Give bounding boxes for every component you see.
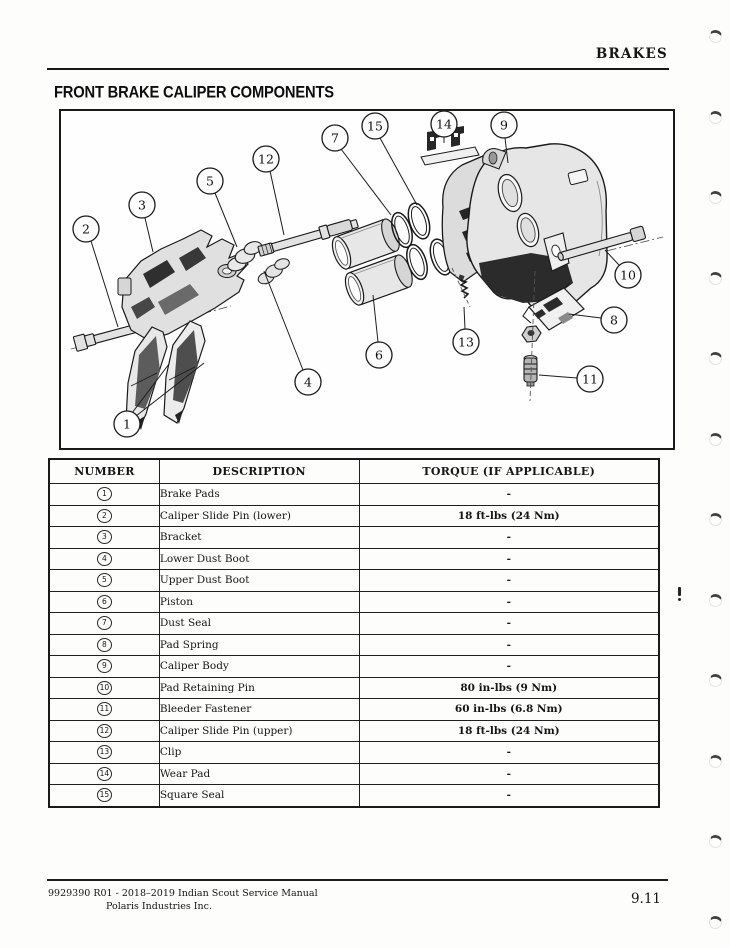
cell-torque: - [359,570,659,592]
callout-number-6: 6 [375,347,383,363]
binder-hole [708,351,723,366]
cell-description: Square Seal [159,785,359,807]
bracket-part [118,230,248,340]
callout-number-7: 7 [331,130,339,146]
cell-description: Bracket [159,527,359,549]
caliper-body-part [467,144,607,308]
table-row [49,763,659,785]
table-row [49,785,659,807]
circled-number: 2 [97,509,112,523]
circled-number: 9 [97,659,112,673]
cell-number [49,613,159,635]
cell-torque: - [359,484,659,506]
table-row [49,656,659,678]
callout-number-12: 12 [258,151,274,167]
binder-hole [708,190,723,205]
cell-torque: - [359,548,659,570]
callout-number-1: 1 [123,416,131,432]
table-row [49,505,659,527]
bleeder-part [522,326,541,386]
cell-torque: - [359,591,659,613]
page-number: 9.11 [630,891,661,907]
circled-number: 11 [97,702,112,716]
parts-table-header-row [49,459,659,484]
cell-number [49,505,159,527]
leader-line-13 [464,307,465,329]
cell-torque: - [359,763,659,785]
footer-doc-line: 9929390 R01 - 2018–2019 Indian Scout Service Manual [48,888,318,899]
circled-number: 15 [97,788,112,802]
cell-torque: - [359,634,659,656]
callout-number-11: 11 [582,371,598,387]
callout-number-13: 13 [458,334,474,350]
table-row [49,699,659,721]
leader-line-3 [145,218,153,252]
scan-artifact [678,598,681,601]
leader-line-7 [341,149,391,215]
table-row [49,548,659,570]
cell-description: Dust Seal [159,613,359,635]
page-title: FRONT BRAKE CALIPER COMPONENTS [54,84,334,102]
table-row [49,591,659,613]
cell-description: Pad Spring [159,634,359,656]
binder-hole [708,753,723,768]
brake-pads-part [126,321,205,430]
cell-description: Piston [159,591,359,613]
callout-number-10: 10 [620,267,636,283]
cell-number [49,570,159,592]
table-row [49,527,659,549]
callout-number-2: 2 [82,221,90,237]
cell-torque: - [359,613,659,635]
footer-company-line: Polaris Industries Inc. [106,901,212,912]
table-row [49,677,659,699]
binder-hole [708,431,723,446]
cell-torque: - [359,785,659,807]
chapter-header: BRAKES [595,46,668,62]
leader-line-8 [569,314,601,318]
parts-table-body [49,484,659,807]
cell-torque: - [359,742,659,764]
cell-number [49,527,159,549]
cell-torque: 60 in-lbs (6.8 Nm) [359,699,659,721]
callout-number-15: 15 [367,118,383,134]
leader-line-15 [380,138,417,205]
callout-number-14: 14 [436,116,452,132]
callout-number-3: 3 [138,197,146,213]
leader-line-4 [264,271,303,370]
circled-number: 14 [97,767,112,781]
cell-description: Caliper Slide Pin (upper) [159,720,359,742]
binder-hole [708,270,723,285]
cell-number [49,785,159,807]
circled-number: 7 [97,616,112,630]
cell-description: Upper Dust Boot [159,570,359,592]
leader-line-6 [373,295,378,342]
cell-description: Brake Pads [159,484,359,506]
parts-table [48,458,660,808]
cell-description: Caliper Slide Pin (lower) [159,505,359,527]
cell-description: Wear Pad [159,763,359,785]
cell-description: Bleeder Fastener [159,699,359,721]
cell-torque: 80 in-lbs (9 Nm) [359,677,659,699]
cell-torque: 18 ft-lbs (24 Nm) [359,505,659,527]
header-rule [47,68,669,70]
cell-torque: 18 ft-lbs (24 Nm) [359,720,659,742]
exploded-diagram-svg [61,111,673,448]
table-row [49,484,659,506]
cell-number [49,763,159,785]
binder-hole [708,673,723,688]
binder-hole [708,592,723,607]
cell-number [49,720,159,742]
circled-number: 13 [97,745,112,759]
circled-number: 8 [97,638,112,652]
callout-number-9: 9 [500,117,508,133]
exploded-diagram [59,109,675,450]
cell-description: Clip [159,742,359,764]
leader-line-12 [270,171,284,235]
cell-number [49,742,159,764]
leader-line-2 [91,241,118,327]
circled-number: 10 [97,681,112,695]
cell-description: Caliper Body [159,656,359,678]
binder-hole [708,834,723,849]
circled-number: 12 [97,724,112,738]
lower-dust-boot-part [257,257,291,286]
table-row [49,634,659,656]
circled-number: 5 [97,573,112,587]
leader-line-5 [215,193,237,247]
cell-number [49,591,159,613]
callout-number-4: 4 [304,374,312,390]
column-header: NUMBER [49,459,159,484]
binder-hole [708,109,723,124]
column-header: DESCRIPTION [159,459,359,484]
circled-number: 6 [97,595,112,609]
leader-line-11 [539,375,577,378]
circled-number: 3 [97,530,112,544]
column-header: TORQUE (IF APPLICABLE) [359,459,659,484]
cell-number [49,548,159,570]
table-row [49,720,659,742]
table-row [49,613,659,635]
cell-number [49,656,159,678]
table-row [49,570,659,592]
circled-number: 1 [97,487,112,501]
footer-rule [47,879,668,881]
binder-hole [708,914,723,929]
cell-number [49,677,159,699]
cell-number [49,634,159,656]
scan-artifact [678,587,681,596]
callout-number-8: 8 [610,312,618,328]
cell-torque: - [359,527,659,549]
circled-number: 4 [97,552,112,566]
binder-hole [708,512,723,527]
cell-description: Pad Retaining Pin [159,677,359,699]
table-row [49,742,659,764]
cell-number [49,484,159,506]
cell-description: Lower Dust Boot [159,548,359,570]
binder-hole [708,29,723,44]
cell-torque: - [359,656,659,678]
callout-number-5: 5 [206,173,214,189]
cell-number [49,699,159,721]
